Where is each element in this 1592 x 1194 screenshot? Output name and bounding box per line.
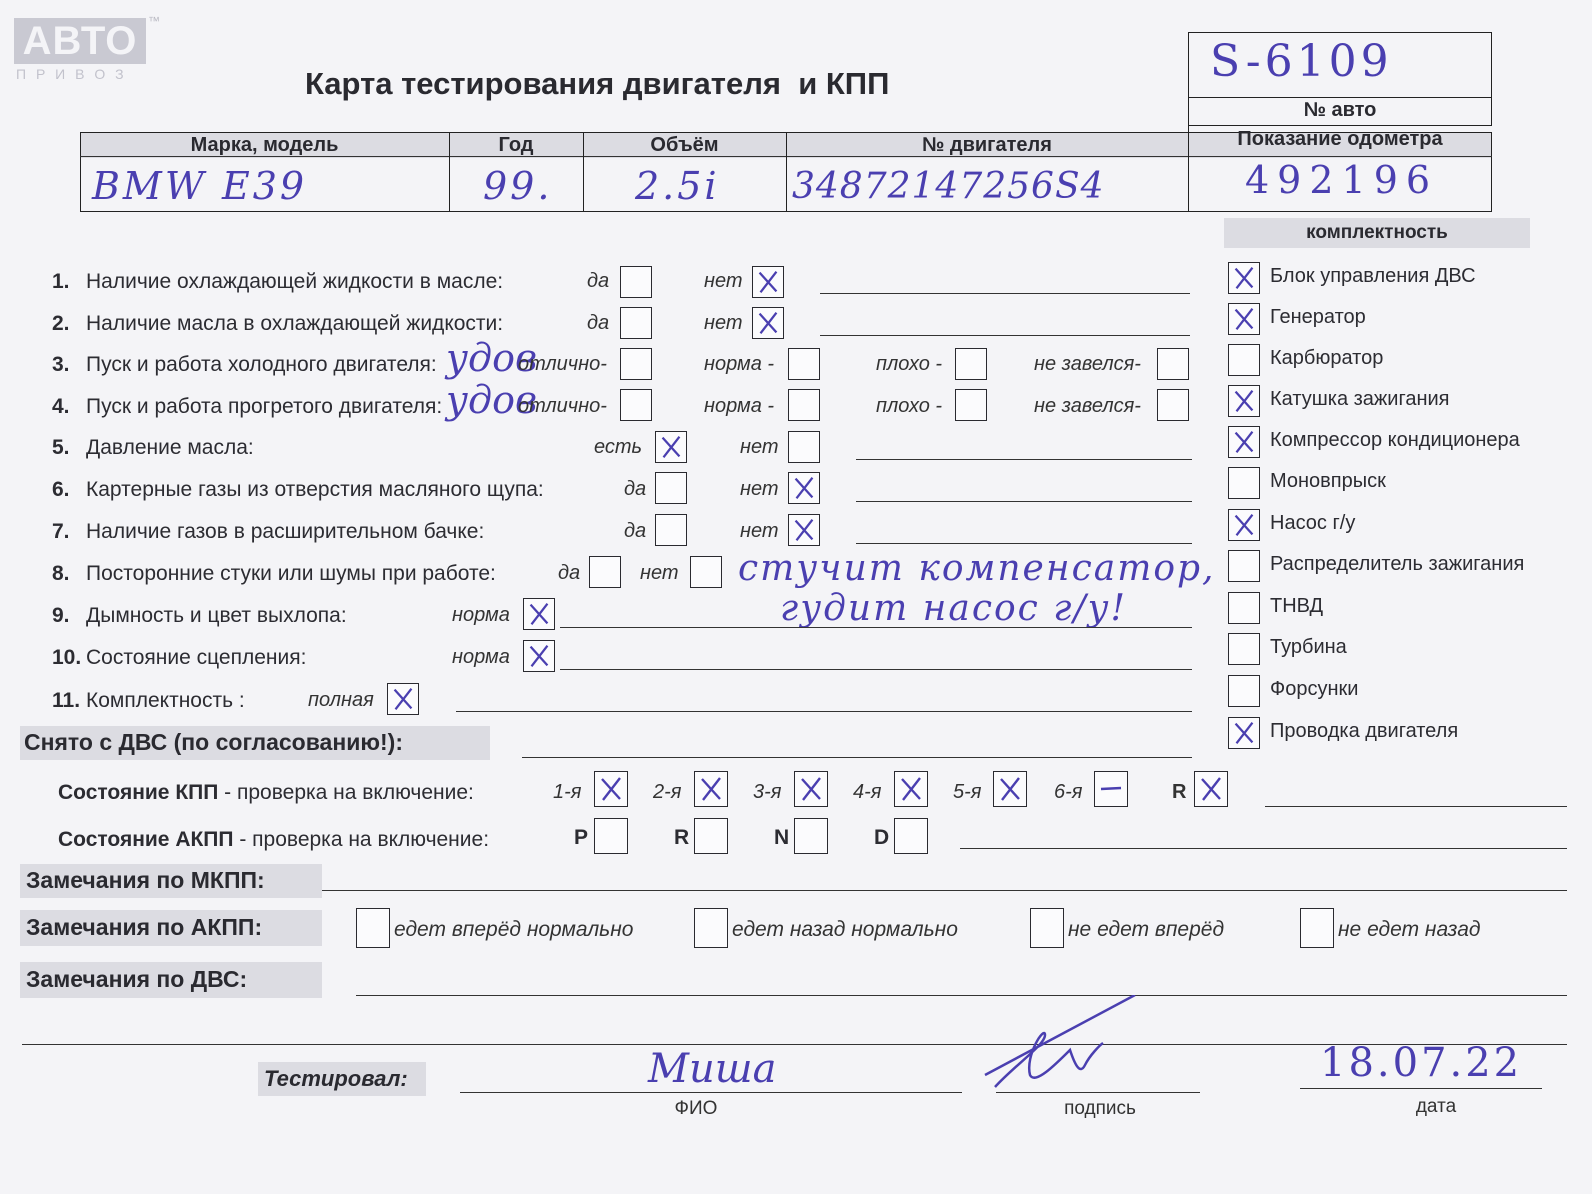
q7-opt-yes-label: да [624,520,647,542]
kpp-gear-label: 1-я [553,781,582,803]
car-id-label: № авто [1303,99,1377,121]
kpp-gear-checkbox[interactable] [594,771,628,807]
q5-yes-checkbox[interactable] [655,431,687,463]
q5-no-checkbox[interactable] [788,431,820,463]
completeness-checkbox[interactable] [1228,675,1260,707]
q9-label: 9. Дымность и цвет выхлопа: [52,604,347,627]
logo-text: АВТО [14,18,146,64]
q3-normal-checkbox[interactable] [788,348,820,380]
q6-yes-checkbox[interactable] [655,472,687,504]
kpp-gear-label: R [1172,781,1187,803]
signature-line [996,1092,1200,1093]
q6-opt-yes-label: да [624,478,647,500]
logo-tm: ™ [148,14,160,28]
akpp-mode-checkbox[interactable] [894,818,928,854]
mkpp-notes-label: Замечания по МКПП: [26,867,265,893]
completeness-checkbox[interactable] [1228,509,1260,541]
name-caption: ФИО [674,1098,718,1119]
completeness-checkbox[interactable] [1228,303,1260,335]
akpp-notes-option-checkbox[interactable] [694,908,728,948]
q7-label: 7. Наличие газов в расширительном бачке: [52,520,485,543]
kpp-gear-checkbox[interactable] [694,771,728,807]
q3-bad-checkbox[interactable] [955,348,987,380]
kpp-gear-checkbox[interactable] [993,771,1027,807]
completeness-item-label: ТНВД [1270,595,1324,617]
q1-opt-yes-label: да [587,270,610,292]
header-col-odometer: Показание одометра [1237,128,1443,150]
q3-opt-normal-label: норма - [704,353,775,375]
akpp-mode-label: N [774,826,790,849]
completeness-item-label: Распределитель зажигания [1270,553,1525,575]
q4-opt-bad-label: плохо - [876,395,943,417]
q8-no-checkbox[interactable] [690,556,722,588]
q7-opt-no-label: нет [740,520,779,542]
logo-subtext: П Р И В О З [16,66,127,82]
akpp-notes-option-checkbox[interactable] [1300,908,1334,948]
q8-yes-checkbox[interactable] [589,556,621,588]
removed-answer-line [522,757,1192,758]
q6-label: 6. Картерные газы из отверстия масляного щупа: [52,478,544,501]
q3-opt-bad-label: плохо - [876,353,943,375]
q11-answer-line [456,711,1192,712]
kpp-gear-checkbox[interactable] [1094,771,1128,807]
akpp-answer-line [960,848,1567,849]
q7-answer-line [856,543,1192,544]
removed-label: Снято с ДВС (по согласованию!): [24,729,403,755]
q4-excellent-checkbox[interactable] [620,389,652,421]
q6-no-checkbox[interactable] [788,472,820,504]
completeness-checkbox[interactable] [1228,467,1260,499]
q2-yes-checkbox[interactable] [620,307,652,339]
q10-checkbox[interactable] [523,640,555,672]
value-volume: 2.5i [635,164,720,208]
kpp-gear-checkbox[interactable] [894,771,928,807]
header-col-model: Марка, модель [190,134,339,156]
kpp-gear-checkbox[interactable] [794,771,828,807]
value-odometer: 492196 [1245,158,1439,202]
name-line [460,1092,962,1093]
akpp-mode-checkbox[interactable] [594,818,628,854]
header-col-volume: Объём [650,134,719,156]
q3-handwritten: удов [446,336,538,380]
completeness-checkbox[interactable] [1228,717,1260,749]
q8-opt-yes-label: да [558,562,581,584]
q1-yes-checkbox[interactable] [620,266,652,298]
q1-answer-line [820,293,1190,294]
akpp-mode-label: P [574,826,589,849]
q8-label: 8. Посторонние стуки или шумы при работе: [52,562,496,585]
completeness-item-label: Компрессор кондиционера [1270,429,1520,451]
q4-bad-checkbox[interactable] [955,389,987,421]
q3-opt-nostart-label: не завелся- [1034,353,1141,375]
completeness-checkbox[interactable] [1228,344,1260,376]
q10-answer-line [560,669,1192,670]
q7-yes-checkbox[interactable] [655,514,687,546]
completeness-checkbox[interactable] [1228,426,1260,458]
q4-normal-checkbox[interactable] [788,389,820,421]
q10-opt-label: норма [452,646,510,668]
akpp-mode-label: R [674,826,690,849]
completeness-item-label: Проводка двигателя [1270,720,1459,742]
q2-label: 2. Наличие масла в охлаждающей жидкости: [52,312,504,335]
q4-nostart-checkbox[interactable] [1157,389,1189,421]
akpp-notes-option-label: не едет вперёд [1068,918,1225,941]
q9-checkbox[interactable] [523,598,555,630]
completeness-item-label: Карбюратор [1270,347,1384,369]
completeness-checkbox[interactable] [1228,385,1260,417]
q3-label: 3. Пуск и работа холодного двигателя: [52,353,437,376]
q4-opt-normal-label: норма - [704,395,775,417]
kpp-label: Состояние КПП - проверка на включение: [58,781,474,804]
completeness-checkbox[interactable] [1228,262,1260,294]
q5-opt-no-label: нет [740,436,779,458]
q9-answer-line [560,627,1192,628]
q11-checkbox[interactable] [387,683,419,715]
completeness-title: комплектность [1306,222,1448,243]
q8-opt-no-label: нет [640,562,679,584]
dvs-notes-label: Замечания по ДВС: [26,966,248,992]
akpp-mode-label: D [874,826,890,849]
akpp-notes-option-label: едет вперёд нормально [394,918,634,941]
kpp-answer-line [1265,806,1567,807]
kpp-gear-checkbox[interactable] [1194,771,1228,807]
akpp-notes-label: Замечания по АКПП: [26,914,263,940]
q4-opt-excellent-label: отлично- [518,395,607,417]
q10-label: 10. Состояние сцепления: [52,646,307,669]
completeness-item-label: Блок управления ДВС [1270,265,1476,287]
kpp-gear-label: 5-я [953,781,982,803]
q1-label: 1. Наличие охлаждающей жидкости в масле: [52,270,504,293]
q4-label: 4. Пуск и работа прогретого двигателя: [52,395,443,418]
q2-no-checkbox[interactable] [752,307,784,339]
akpp-label: Состояние АКПП - проверка на включение: [58,828,490,851]
signature-caption: подпись [1064,1098,1136,1119]
mkpp-notes-line [322,890,1567,891]
akpp-notes-option-label: едет назад нормально [732,918,958,941]
header-col-engine-no: № двигателя [922,134,1052,156]
completeness-item-label: Моновпрыск [1270,470,1386,492]
kpp-gear-label: 2-я [653,781,682,803]
value-year: 99. [483,164,553,208]
completeness-item-label: Насос г/у [1270,512,1356,534]
dvs-notes-line-1 [356,995,1567,996]
q5-opt-yes-label: есть [594,436,643,458]
q5-label: 5. Давление масла: [52,436,254,459]
q1-opt-no-label: нет [704,270,743,292]
kpp-gear-label: 6-я [1054,781,1083,803]
q5-answer-line [856,459,1192,460]
tester-name: Миша [648,1046,777,1092]
akpp-mode-checkbox[interactable] [794,818,828,854]
q6-opt-no-label: нет [740,478,779,500]
q8-note-line2: гудит насос г/у! [780,588,1127,629]
page-title: Карта тестирования двигателя и КПП [305,66,890,101]
date-line [1300,1088,1542,1089]
completeness-item-label: Турбина [1270,636,1347,658]
logo [14,14,160,82]
completeness-checkbox[interactable] [1228,592,1260,624]
value-model: BMW E39 [92,164,308,208]
q9-opt-label: норма [452,604,510,626]
akpp-notes-option-label: не едет назад [1338,918,1481,941]
q7-no-checkbox[interactable] [788,514,820,546]
completeness-item-label: Катушка зажигания [1270,388,1450,410]
akpp-mode-checkbox[interactable] [694,818,728,854]
q6-answer-line [856,501,1192,502]
q11-label: 11. Комплектность : [52,689,245,712]
q4-handwritten: удов [446,378,538,422]
header-col-year: Год [498,134,534,156]
car-id-value: S-6109 [1210,36,1393,87]
akpp-notes-option-checkbox[interactable] [356,908,390,948]
signature-mark [975,995,1175,1095]
q4-opt-nostart-label: не завелся- [1034,395,1141,417]
q1-no-checkbox[interactable] [752,266,784,298]
kpp-gear-label: 4-я [853,781,882,803]
q3-nostart-checkbox[interactable] [1157,348,1189,380]
q2-answer-line [820,335,1190,336]
q8-note-line1: стучит компенсатор, [738,548,1216,589]
akpp-notes-option-checkbox[interactable] [1030,908,1064,948]
completeness-item-label: Генератор [1270,306,1366,328]
completeness-checkbox[interactable] [1228,550,1260,582]
kpp-gear-label: 3-я [753,781,782,803]
value-engine-no: 34872147256S4 [792,166,1105,207]
q11-opt-label: полная [308,689,374,711]
test-date: 18.07.22 [1320,1040,1523,1086]
completeness-item-label: Форсунки [1270,678,1359,700]
q2-opt-yes-label: да [587,312,610,334]
q2-opt-no-label: нет [704,312,743,334]
q3-opt-excellent-label: отлично- [518,353,607,375]
date-caption: дата [1415,1096,1457,1117]
q3-excellent-checkbox[interactable] [620,348,652,380]
tested-label: Тестировал: [264,1066,408,1091]
completeness-checkbox[interactable] [1228,633,1260,665]
